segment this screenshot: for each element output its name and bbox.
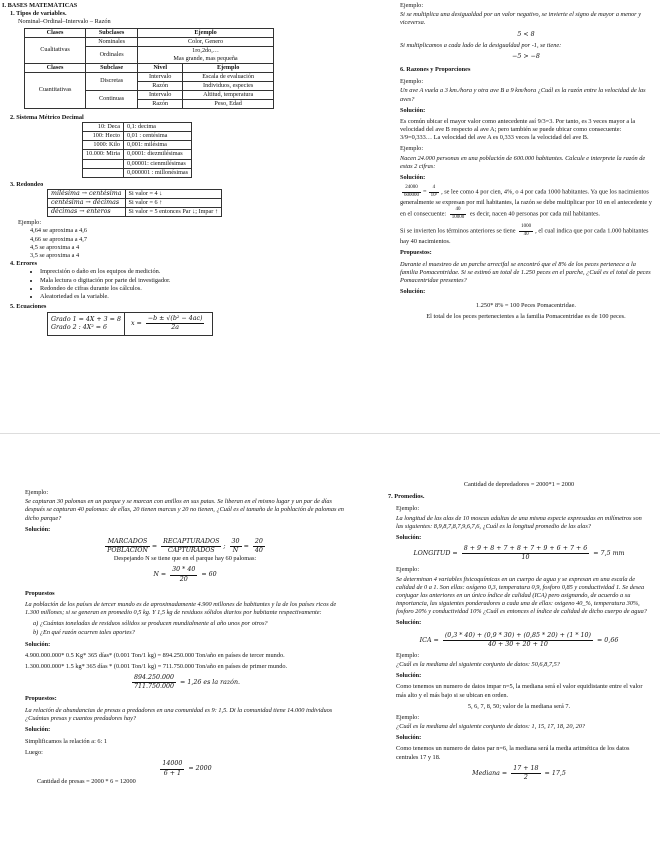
metric-cell: 0,0001: diezmilésimas bbox=[124, 150, 192, 159]
formula-result: = 2000 bbox=[188, 765, 212, 773]
longitud-equation bbox=[388, 545, 650, 562]
answer-peces: 1.250* 8% = 100 Peces Pomacentridae. bbox=[476, 302, 576, 310]
equation-line bbox=[48, 313, 125, 335]
numerator: 30 bbox=[230, 538, 242, 547]
equations-table bbox=[47, 312, 213, 335]
question-mediana-par: ¿Cuál es la mediana del siguiente conjunto de datos: 1, 15, 17, 18, 20, 20? bbox=[396, 723, 586, 731]
page2-right-column bbox=[388, 481, 650, 782]
table-header: Ejemplo bbox=[183, 63, 274, 72]
fraction bbox=[429, 185, 440, 199]
fraction bbox=[253, 538, 265, 555]
n-equation bbox=[25, 566, 345, 583]
formula-lhs: x = bbox=[130, 320, 142, 328]
rounding-example: 4,66 se aproxima a 4,7 bbox=[30, 235, 88, 243]
metric-cell: 100: Hecto bbox=[83, 132, 124, 141]
example-label: Ejemplo: bbox=[396, 566, 420, 574]
page1-right-column bbox=[400, 2, 652, 325]
formula-lhs: ICA = bbox=[419, 636, 439, 644]
subheading-promedios: 7. Promedios. bbox=[388, 493, 425, 501]
answer-text: , se lee como 4 por cien, 4%, o 4 por cada 1000 habitantes. Ya que los nacimientos generalmente se expresan por mil habitantes, la razón se debe multiplicar por 10 en el antecedente y en el consecuente: bbox=[400, 188, 652, 218]
answer-text: Si se invierten los términos anteriores se tiene bbox=[400, 227, 516, 235]
metric-row bbox=[83, 132, 192, 141]
fraction bbox=[450, 207, 467, 221]
denominator: 711.750.000 bbox=[133, 683, 175, 691]
errors-list bbox=[18, 268, 327, 301]
table-cell: Individuos, especies bbox=[183, 81, 274, 90]
page-2 bbox=[0, 434, 660, 868]
numerator: 894.250.000 bbox=[132, 674, 176, 683]
rounding-cell: Si valor = 4 ↓ bbox=[125, 189, 221, 198]
fraction bbox=[132, 674, 176, 691]
solution-label: Solución: bbox=[396, 734, 422, 742]
table-cell: Continuas bbox=[86, 90, 138, 108]
example-label: Ejemplo: bbox=[18, 219, 42, 227]
denominator: 20 bbox=[179, 575, 188, 583]
rounding-row bbox=[48, 189, 222, 198]
table-cell: Cuantitativas bbox=[25, 72, 86, 108]
subheading-tipos: 1. Tipos de variables. bbox=[10, 10, 67, 18]
numerator: 30 * 40 bbox=[170, 566, 197, 575]
formula-lhs: LONGITUD = bbox=[413, 550, 458, 558]
example-label: Ejemplo: bbox=[25, 489, 49, 496]
answer-inverse bbox=[400, 224, 652, 246]
formula-lhs: N = bbox=[153, 571, 167, 579]
question-aves: Un ave A vuela a 3 km./hora y otra ave B a 9 km/hora ¿Cuál es la razón entre la velocidad de las aves? bbox=[400, 87, 646, 103]
denominator: 10 bbox=[521, 554, 530, 562]
calc-tercer-mundo: 4.900.000.000* 0.5 Kg* 365 días* (0.001 Ton/1 kg) = 894.250.000 Ton/año en países de tercer mundo. bbox=[25, 651, 285, 659]
variable-levels: Nominal–Ordinal–Intervalo – Razón bbox=[18, 18, 111, 26]
metric-cell: 0,1: decima bbox=[124, 123, 192, 132]
question-nacimientos: Nacen 24.000 personas en una población de 600.000 habitantes. Calcule e interprete la razón de estas 2 cifras: bbox=[400, 154, 646, 170]
metric-row bbox=[83, 159, 192, 168]
table-cell: Ordinales bbox=[86, 46, 138, 63]
metric-cell bbox=[83, 159, 124, 168]
metric-cell: 0,000001 : millonésimas bbox=[124, 168, 192, 177]
metric-cell bbox=[83, 168, 124, 177]
metric-cell: 10.000: Miria bbox=[83, 150, 124, 159]
solution-label: Solución: bbox=[396, 533, 422, 541]
inequality-mult: Si multiplicamos a cada lado de la desigualdad por -1, se tiene: bbox=[400, 41, 562, 49]
table-header: Clases bbox=[25, 28, 86, 37]
numerator: 40 bbox=[450, 207, 467, 215]
error-item: • Mala lectura o digitación por parte del investigador. bbox=[40, 277, 327, 285]
depredadores-result: Cantidad de depredadores = 2000*1 = 2000 bbox=[463, 481, 575, 488]
metric-cell: 0,001: milésima bbox=[124, 141, 192, 150]
metric-table bbox=[82, 122, 192, 177]
metric-cell: 0,01 : centésima bbox=[124, 132, 192, 141]
metric-cell: 10: Deca bbox=[83, 123, 124, 132]
table-cell: Discretas bbox=[86, 72, 138, 90]
luego-label: Luego: bbox=[25, 749, 43, 757]
fraction bbox=[462, 545, 590, 562]
subheading-redondeo: 3. Redondeo bbox=[10, 180, 44, 188]
fraction bbox=[161, 538, 221, 555]
metric-row bbox=[83, 123, 192, 132]
inequality-rule: Si se multiplica una desigualdad por un valor negativo, se invierte el signo de mayor a menor y viceversa. bbox=[400, 11, 641, 27]
question-a: a) ¿Cuántas toneladas de residuos sólidos se producen mundialmente al año unos por otros? bbox=[33, 620, 268, 628]
table-header: Subclases bbox=[86, 28, 138, 37]
denominator: 40 bbox=[523, 231, 529, 237]
error-item: • Imprecisión o daño en los equipos de medición. bbox=[40, 268, 327, 276]
solution-label: Solución: bbox=[396, 672, 422, 680]
equation-degree-1: Grado 1 = 4X + 3 = 8 bbox=[51, 315, 121, 323]
table-cell-line: 1ro,2do,… bbox=[192, 46, 219, 54]
table-cell: Intervalo bbox=[138, 72, 183, 81]
rounding-cell: milésima → centésima bbox=[48, 189, 126, 198]
table-cell: Color, Genero bbox=[138, 37, 274, 46]
denominator: N bbox=[232, 547, 239, 555]
table-header: Nivel bbox=[138, 63, 183, 72]
question-palomas: Se capturan 30 palomas en un parque y se marcan con anillos en sus patas. Se liberan en el mismo lugar y un par de días después se capturan 40 palomas: de ellas, 20 tienen marcas y 20 no tienen, ¿Cuál es el tamaño de la población de palomas en dicho parque? bbox=[25, 498, 344, 522]
ratio-equation bbox=[25, 674, 345, 691]
subheading-razones: 6. Razones y Proporciones bbox=[400, 66, 471, 74]
numerator: 4 bbox=[429, 185, 440, 193]
question-mediana-impar: ¿Cuál es la mediana del siguiente conjunto de datos: 50,6,8,7,5? bbox=[396, 661, 560, 669]
example-label: Ejemplo: bbox=[400, 78, 424, 86]
page1-left-column bbox=[2, 2, 327, 336]
numerator: 24000 bbox=[402, 185, 421, 193]
denominator: 10² bbox=[430, 192, 438, 198]
rounding-row bbox=[48, 208, 222, 217]
denominator: 600000 bbox=[404, 192, 419, 198]
subheading-errores: 4. Errores bbox=[10, 260, 38, 268]
numerator: 20 bbox=[253, 538, 265, 547]
denominator: POBLACIÓN bbox=[107, 547, 148, 555]
example-label: Ejemplo: bbox=[400, 2, 424, 9]
rounding-table bbox=[47, 189, 222, 218]
fraction bbox=[146, 315, 205, 332]
numerator: 8 + 9 + 8 + 7 + 8 + 7 + 9 + 6 + 7 + 6 bbox=[462, 545, 590, 554]
metric-row bbox=[83, 141, 192, 150]
metric-cell: 0,00001: cienmilésimas bbox=[124, 159, 192, 168]
rounding-example: 3,5 se aproxima a 4 bbox=[30, 252, 80, 259]
solution-label: Solución: bbox=[400, 106, 426, 114]
table-header: Subclase bbox=[86, 63, 138, 72]
rounding-examples bbox=[30, 227, 327, 260]
rounding-example: 4,5 se aproxima a 4 bbox=[30, 243, 80, 251]
example-label: Ejemplo: bbox=[396, 651, 420, 659]
section-heading: I. BASES MATEMÁTICAS bbox=[2, 2, 78, 9]
capture-recapture-equation: $\frac{\text{MARCADOS}}{\text{POBLACIÓN}}$ = $\frac{\text{RECAPTURADOS}}{\text{CAPTURADOS}}$ ; $\frac{30}{N}$ = $\frac{20}{40}$ bbox=[107, 537, 263, 555]
variables-table bbox=[24, 28, 274, 110]
propuestos-label: Propuestos bbox=[25, 589, 55, 597]
metric-cell: 1000: Kilo bbox=[83, 141, 124, 150]
answer-mediana-impar: Como tenemos un numero de datos impar n=5, la mediana será el valor equidistante entre el valor más alto y el más bajo si se ubican en orden. bbox=[396, 683, 643, 699]
solution-label: Solución: bbox=[396, 619, 422, 627]
question-b: b) ¿En qué razón ocurren tales aportes? bbox=[33, 629, 135, 637]
rounding-cell: centésima → décimas bbox=[48, 198, 126, 207]
solution-label: Solución: bbox=[25, 725, 51, 733]
table-cell: Altitud, temperatura bbox=[183, 90, 274, 99]
error-item: • Redondeo de cifras durante los cálculos. bbox=[40, 285, 327, 293]
table-cell: Nominales bbox=[86, 37, 138, 46]
rounding-cell: décimas → enteros bbox=[48, 208, 126, 217]
fraction bbox=[105, 538, 150, 555]
equation-degree-2: Grado 2 : 4X² = 6 bbox=[51, 323, 108, 331]
table-cell: Razón bbox=[138, 100, 183, 109]
inequality-2: −5 > −8 bbox=[512, 52, 540, 60]
formula-result: = 17,5 bbox=[544, 769, 566, 777]
answer-mediana-par: Como tenemos un numero de datos par n=6, la mediana será la media aritmética de los datos centrales 17 y 18. bbox=[396, 745, 630, 761]
example-label: Ejemplo: bbox=[400, 145, 424, 153]
denominator: 6 + 1 bbox=[163, 769, 181, 777]
answer-peces-total: El total de los peces pertenecientes a la familia Pomacentridae es de 100 peces. bbox=[426, 313, 626, 321]
question-ica: Se determinan 4 variables fisicoquímicas en un cuerpo de agua y se expresan en una escala de calidad de 0 a 1. Son ellas: oxígeno 0,3, temperatura 0,9, fosforo 0,85 y conductividad 1. Se desea conjugar las anteriores en un único índice de calidad (ICA) pero asignando, de acuerdo a su importancia, las siguientes ponderadores a cada una de ellas: oxigeno 40_%, temperatura 30%, fosforo 20% y conductividad 10% ¿Cuál es entonces el índice de calidad de dicho cuerpo de agua? bbox=[396, 575, 647, 616]
numerator: RECAPTURADOS bbox=[161, 538, 221, 547]
numerator: 14000 bbox=[160, 760, 184, 769]
answer-nacimientos bbox=[400, 185, 652, 221]
numerator: 17 + 18 bbox=[511, 765, 540, 774]
table-cell: Cualitativas bbox=[25, 37, 86, 63]
despeje-text: Despejando N se tiene que en el parque hay 60 palomas: bbox=[113, 555, 257, 563]
formula-lhs: Mediana = bbox=[472, 769, 508, 777]
division-equation bbox=[25, 760, 345, 777]
denominator: 40 bbox=[254, 547, 263, 555]
numerator: 1000 bbox=[519, 224, 533, 232]
example-label: Ejemplo: bbox=[396, 505, 420, 513]
equals-sign: = bbox=[423, 188, 427, 196]
page2-left-column bbox=[25, 489, 345, 789]
solution-label: Solución: bbox=[400, 288, 426, 296]
ica-equation bbox=[388, 632, 650, 649]
inequality-1: 5 < 8 bbox=[517, 30, 535, 38]
presas-result: Cantidad de presas = 2000 * 6 = 12000 bbox=[37, 777, 136, 785]
mediana-equation bbox=[388, 765, 650, 782]
solution-label: Solución: bbox=[25, 640, 51, 648]
solution-label: Solución: bbox=[25, 525, 51, 533]
table-cell: Escala de evaluación bbox=[183, 72, 274, 81]
fraction bbox=[230, 538, 242, 555]
table-cell bbox=[138, 46, 274, 63]
question-residuos: La población de los países de tercer mundo es de aproximadamente 4.900 millones de habitantes y la de los países ricos de 1.300 millones; si se generan en promedio 0,5 kg. Y 1,5 kg de residuos sólidos diarios por habitante respectivamente: bbox=[25, 600, 337, 617]
propuestos-label: Propuestos: bbox=[25, 695, 57, 703]
table-cell-line: Mas grande, mas pequeña bbox=[173, 54, 238, 62]
fraction bbox=[170, 566, 197, 583]
quadratic-formula bbox=[124, 313, 213, 335]
table-header: Ejemplo bbox=[138, 28, 274, 37]
simplify-text: Simplificamos la relación a: 6: 1 bbox=[25, 738, 108, 746]
answer-text: es decir, nacen 40 personas por cada mil habitantes. bbox=[469, 210, 600, 218]
formula-result: = 1,26 es la razón. bbox=[180, 679, 241, 687]
denominator: 10000 bbox=[451, 214, 465, 220]
numerator: (0,3 * 40) + (0,9 * 30) + (0,85 * 20) + (1 * 10) bbox=[443, 632, 593, 641]
table-header: Clases bbox=[25, 63, 86, 72]
propuestos-label: Propuestos: bbox=[400, 249, 432, 257]
formula-result: = 7,5 mm bbox=[593, 550, 625, 558]
answer-aves: Es común ubicar el mayor valor como antecedente así 9/3=3. Por tanto, es 3 veces mayor a la velocidad del ave B respecto al ave A; pero también se puede ubicar como consecuente: 3/9=0,333… La velocidad del ave A es 0,333 veces la velocidad del ave B. bbox=[400, 117, 636, 142]
rounding-row bbox=[48, 198, 222, 207]
rounding-cell: Si valor = 6 ↑ bbox=[125, 198, 221, 207]
example-label: Ejemplo: bbox=[396, 713, 420, 721]
table-cell: Razón bbox=[138, 81, 183, 90]
question-presas: La relación de abundancias de presas a predadores en una comunidad es 9: 1,5. Di la comunidad tiene 14.000 individuos ¿Cuántas presas y cuantos predadores hay? bbox=[25, 706, 333, 722]
formula-result: = 60 bbox=[201, 571, 217, 579]
calc-primer-mundo: 1.300.000.000* 1.5 kg* 365 días * (0.001 Ton/1 kg) = 711.750.000 Ton/año en países de primer mundo. bbox=[25, 662, 288, 670]
metric-row bbox=[83, 150, 192, 159]
subheading-metrico: 2. Sistema Métrico Decimal bbox=[10, 114, 84, 122]
question-moscas: La longitud de las alas de 10 moscas adultas de una misma especie expresadas en milímetros son las siguientes: 8,9,8,7,8,7,9,6,7,6, ¿Cuál es la longitud promedio de las alas? bbox=[396, 514, 642, 530]
numerator: MARCADOS bbox=[105, 538, 150, 547]
fraction bbox=[402, 185, 421, 199]
table-cell: Intervalo bbox=[138, 90, 183, 99]
answer-text: , el cual indica que por cada 1.000 habitantes hay 40 nacimientos. bbox=[400, 227, 649, 246]
error-item: • Aleatoriedad es la variable. bbox=[40, 293, 327, 301]
numerator: −b ± √(b² − 4ac) bbox=[146, 315, 205, 324]
fraction bbox=[519, 224, 533, 238]
denominator: 2a bbox=[171, 324, 180, 332]
formula-result: = 0,66 bbox=[597, 636, 619, 644]
fraction bbox=[443, 632, 593, 649]
metric-row bbox=[83, 168, 192, 177]
fraction bbox=[160, 760, 184, 777]
rounding-cell: Si valor = 5 entonces Par ↓; Impar ↑ bbox=[125, 208, 221, 217]
rounding-example: 4,64 se aproxima a 4,6 bbox=[30, 227, 88, 235]
denominator: 40 + 30 + 20 + 10 bbox=[487, 640, 548, 648]
denominator: CAPTURADOS bbox=[167, 547, 215, 555]
denominator: 2 bbox=[523, 773, 528, 781]
solution-label: Solución: bbox=[400, 173, 426, 181]
answer-mediana-impar-result: 5, 6, 7, 8, 50; valor de la mediana será 7. bbox=[467, 702, 571, 710]
subheading-ecuaciones: 5. Ecuaciones bbox=[10, 303, 47, 311]
table-cell: Peso, Edad bbox=[183, 100, 274, 109]
fraction bbox=[511, 765, 540, 782]
question-peces: Durante el muestreo de un parche arrecifal se encontró que el 8% de los peces pertenece a la familia Pomacentridae. Si se estimó un total de 1.250 peces en el parche, ¿Cuál es el total de peces Pomacentridae presentes? bbox=[400, 260, 651, 284]
